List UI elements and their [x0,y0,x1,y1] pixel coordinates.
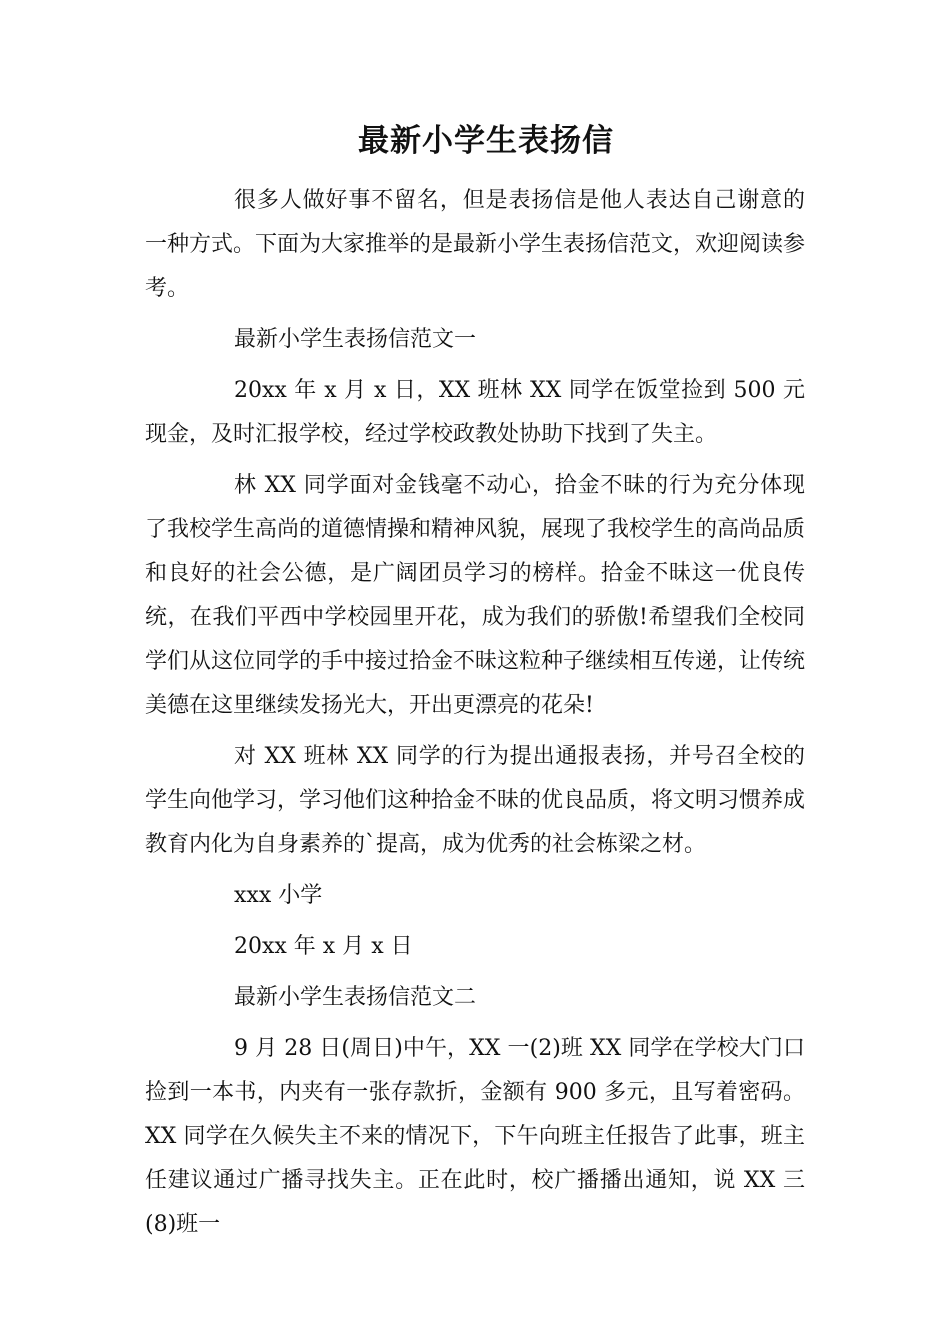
sample-two-heading: 最新小学生表扬信范文二 [234,985,477,1010]
sample-one-paragraph-1: 20xx 年 x 月 x 日，XX 班林 XX 同学在饭堂捡到 500 元现金，及时汇报学校，经过学校政教处协助下找到了失主。 [145,378,805,447]
sample-one-paragraph-2: 林 XX 同学面对金钱毫不动心，拾金不昧的行为充分体现了我校学生高尚的道德情操和精神风貌，展现了我校学生的高尚品质和良好的社会公德，是广阔团员学习的榜样。拾金不昧这一优良传统，在我们平西中学校园里开花，成为我们的骄傲!希望我们全校同学们从这位同学的手中接过拾金不昧这粒种子继续相互传递，让传统美德在这里继续发扬光大，开出更漂亮的花朵! [145,473,806,718]
document-title: 最新小学生表扬信 [358,123,614,159]
intro-paragraph: 很多人做好事不留名，但是表扬信是他人表达自己谢意的一种方式。下面为大家推举的是最新小学生表扬信范文，欢迎阅读参考。 [145,188,806,301]
signature-date: 20xx 年 x 月 x 日 [234,934,413,959]
signature-school: xxx 小学 [234,883,323,908]
document-page [145,110,805,1247]
sample-two-paragraph-1: 9 月 28 日(周日)中午，XX 一(2)班 XX 同学在学校大门口捡到一本书，内夹有一张存款折，金额有 900 多元，且写着密码。XX 同学在久候失主不来的情况下，下午向班主任报告了此事，班主任建议通过广播寻找失主。正在此时，校广播播出通知，说 XX 三(8)班一 [145,1036,805,1237]
sample-one-paragraph-3: 对 XX 班林 XX 同学的行为提出通报表扬，并号召全校的学生向他学习，学习他们这种拾金不昧的优良品质，将文明习惯养成教育内化为自身素养的`提高，成为优秀的社会栋梁之材。 [145,744,806,857]
sample-one-heading: 最新小学生表扬信范文一 [234,327,477,352]
